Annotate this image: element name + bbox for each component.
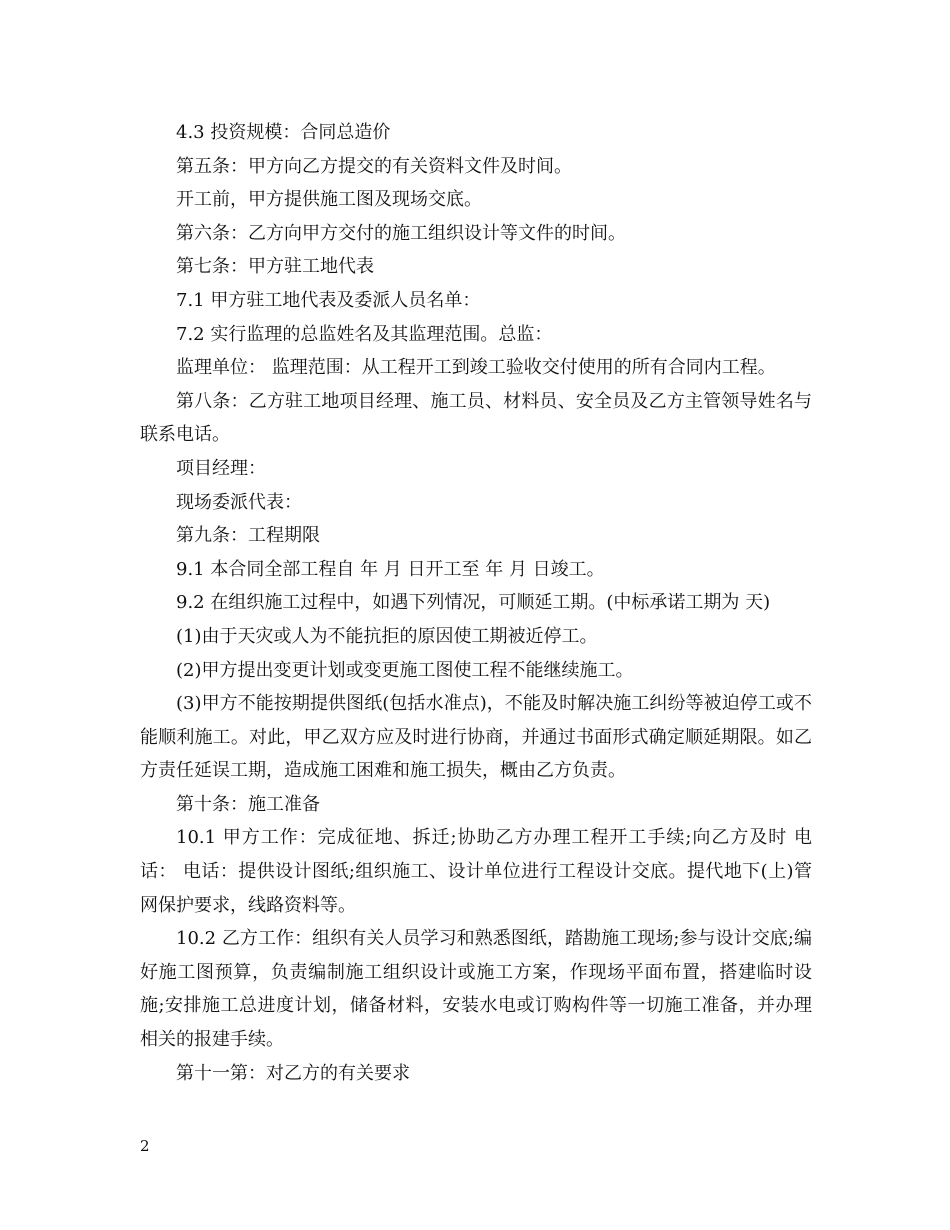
page-number: 2 <box>140 1137 150 1155</box>
paragraph: 第九条：工程期限 <box>176 525 320 547</box>
paragraph: 7.1 甲方驻工地代表及委派人员名单： <box>176 289 481 311</box>
paragraph: (3)甲方不能按期提供图纸(包括水准点)，不能及时解决施工纠纷等被迫停工或不能顺利施工。对此，甲乙双方应及时进行协商，并通过书面形式确定顺延期限。如乙方责任延误工期，造成施工困难和施工损失，概由乙方负责。 <box>140 693 812 782</box>
paragraph: 第五条：甲方向乙方提交的有关资料文件及时间。 <box>176 155 572 177</box>
document-body <box>140 116 812 1090</box>
paragraph: 第六条：乙方向甲方交付的施工组织设计等文件的时间。 <box>176 222 626 244</box>
paragraph: 第十一第：对乙方的有关要求 <box>176 1062 410 1084</box>
paragraph: 第八条：乙方驻工地项目经理、施工员、材料员、安全员及乙方主管领导姓名与联系电话。 <box>140 390 812 446</box>
paragraph: (2)甲方提出变更计划或变更施工图使工程不能继续施工。 <box>176 659 634 681</box>
paragraph: 监理单位： 监理范围：从工程开工到竣工验收交付使用的所有合同内工程。 <box>176 357 776 379</box>
paragraph: 10.1 甲方工作：完成征地、拆迁;协助乙方办理工程开工手续;向乙方及时 电话： 电话：提供设计图纸;组织施工、设计单位进行工程设计交底。提代地下(上)管网保护要求，线路资料等。 <box>140 827 812 916</box>
paragraph: 现场委派代表： <box>176 491 302 513</box>
paragraph: 10.2 乙方工作：组织有关人员学习和熟悉图纸，踏勘施工现场;参与设计交底;编好施工图预算，负责编制施工组织设计或施工方案，作现场平面布置，搭建临时设施;安排施工总进度计划，储备材料，安装水电或订购构件等一切施工准备，并办理相关的报建手续。 <box>140 928 812 1051</box>
paragraph: 4.3 投资规模：合同总造价 <box>176 122 391 143</box>
paragraph: 第七条：甲方驻工地代表 <box>176 256 374 278</box>
paragraph: (1)由于天灾或人为不能抗拒的原因使工期被近停工。 <box>176 625 598 647</box>
paragraph: 开工前，甲方提供施工图及现场交底。 <box>176 189 482 211</box>
paragraph: 第十条：施工准备 <box>176 793 320 815</box>
paragraph: 7.2 实行监理的总监姓名及其监理范围。总监： <box>176 323 553 345</box>
paragraph: 9.2 在组织施工过程中，如遇下列情况，可顺延工期。(中标承诺工期为 天) <box>176 592 771 614</box>
paragraph: 项目经理： <box>176 457 266 479</box>
paragraph: 9.1 本合同全部工程自 年 月 日开工至 年 月 日竣工。 <box>176 558 605 580</box>
